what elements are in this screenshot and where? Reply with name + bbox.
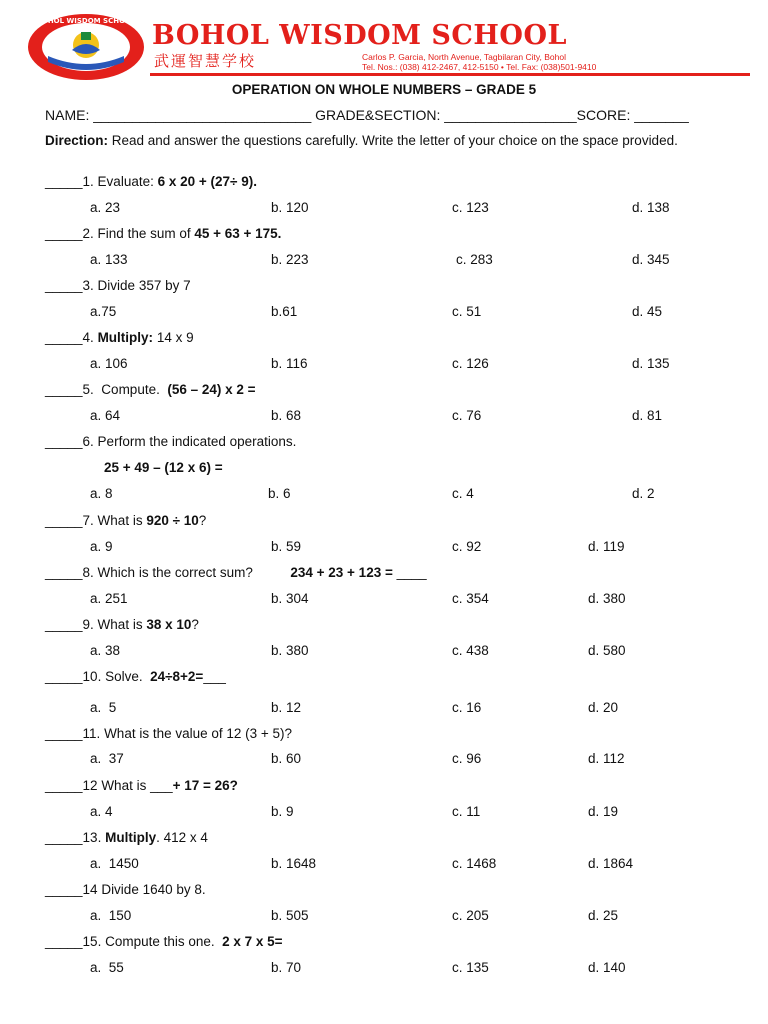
question-expression: Multiply xyxy=(105,830,157,845)
answer-blank[interactable]: _____ xyxy=(45,226,83,241)
choice-d: d. 112 xyxy=(588,751,625,766)
choice-a: a. 5 xyxy=(90,700,117,715)
question-15 xyxy=(45,934,283,949)
choice-b: b. 59 xyxy=(271,539,302,554)
choice-b: b. 120 xyxy=(271,200,309,215)
answer-blank[interactable]: _____ xyxy=(45,617,83,632)
score-label: SCORE: xyxy=(576,107,631,123)
question-4 xyxy=(45,330,194,345)
question-expression: 38 x 10 xyxy=(146,617,192,632)
question-text: 6. Perform the indicated operations. xyxy=(82,434,297,449)
choice-c: c. 96 xyxy=(452,751,482,766)
question-2 xyxy=(45,226,281,241)
choice-a: a. 150 xyxy=(90,908,132,923)
question-expression: + 17 = 26? xyxy=(172,778,238,793)
choice-a: a. 37 xyxy=(90,751,124,766)
question-text: 8. Which is the correct sum? xyxy=(82,565,291,580)
choice-d: d. 45 xyxy=(632,304,663,319)
question-8 xyxy=(45,565,427,580)
choice-c: c. 76 xyxy=(452,408,482,423)
question-text: 13. xyxy=(82,830,106,845)
school-chinese-name: 武運智慧学校 xyxy=(154,52,257,70)
school-name: BOHOL WISDOM SCHOOL xyxy=(152,20,567,51)
score-blank[interactable]: _______ xyxy=(634,107,689,123)
answer-blank[interactable]: _____ xyxy=(45,726,83,741)
choice-d: d. 81 xyxy=(632,408,663,423)
choice-c: c. 205 xyxy=(452,908,489,923)
question-text: 11. What is the value of 12 (3 + 5)? xyxy=(82,726,293,741)
question-suffix: ___ xyxy=(203,669,226,684)
question-text: 4. xyxy=(82,330,98,345)
choice-a: a. 106 xyxy=(90,356,128,371)
question-expression: 24÷8+2= xyxy=(150,669,204,684)
answer-blank[interactable]: _____ xyxy=(45,278,83,293)
choice-a: a. 8 xyxy=(90,486,113,501)
direction-body: Read and answer the questions carefully. Write the letter of your choice on the space provided. xyxy=(108,133,678,148)
direction-label: Direction: xyxy=(45,133,109,148)
question-text: 14 Divide 1640 by 8. xyxy=(82,882,206,897)
answer-blank[interactable]: _____ xyxy=(45,669,83,684)
choice-c: c. 16 xyxy=(452,700,482,715)
question-suffix: ____ xyxy=(392,565,427,580)
question-expression: (56 – 24) x 2 = xyxy=(167,382,256,397)
answer-blank[interactable]: _____ xyxy=(45,934,83,949)
choice-d: d. 19 xyxy=(588,804,619,819)
choice-d: d. 140 xyxy=(588,960,626,975)
choice-b: b. 70 xyxy=(271,960,302,975)
header-divider xyxy=(150,73,750,76)
question-6 xyxy=(45,434,296,449)
choice-b: b. 304 xyxy=(271,591,309,606)
question-12 xyxy=(45,778,238,793)
question-text: 9. What is xyxy=(82,617,147,632)
question-text: 3. Divide 357 by 7 xyxy=(82,278,191,293)
answer-blank[interactable]: _____ xyxy=(45,174,83,189)
choice-c: c. 123 xyxy=(452,200,489,215)
question-text: 10. Solve. xyxy=(82,669,151,684)
choice-b: b. 68 xyxy=(271,408,302,423)
question-7 xyxy=(45,513,206,528)
svg-text:BOHOL WISDOM SCHOOL: BOHOL WISDOM SCHOOL xyxy=(36,17,136,25)
question-suffix: ? xyxy=(191,617,199,632)
answer-blank[interactable]: _____ xyxy=(45,830,83,845)
answer-blank[interactable]: _____ xyxy=(45,565,83,580)
question-text: 15. Compute this one. xyxy=(82,934,223,949)
question-text: 7. What is xyxy=(82,513,147,528)
choice-c: c. 51 xyxy=(452,304,482,319)
choice-d: d. 345 xyxy=(632,252,670,267)
question-suffix: . 412 x 4 xyxy=(156,830,208,845)
choice-b: b. 1648 xyxy=(271,856,317,871)
choice-a: a. 133 xyxy=(90,252,128,267)
question-10 xyxy=(45,669,226,684)
choice-c: c. 126 xyxy=(452,356,489,371)
choice-c: c. 354 xyxy=(452,591,489,606)
choice-d: d. 580 xyxy=(588,643,626,658)
choice-b: b. 505 xyxy=(271,908,309,923)
student-info-line xyxy=(45,107,689,123)
question-expression: 6 x 20 + (27÷ 9). xyxy=(157,174,257,189)
choice-d: d. 138 xyxy=(632,200,670,215)
name-label: NAME: xyxy=(45,107,90,123)
choice-d: d. 1864 xyxy=(588,856,634,871)
question-suffix: ? xyxy=(198,513,207,528)
grade-section-label: GRADE&SECTION: xyxy=(315,107,441,123)
direction-text xyxy=(45,132,735,149)
choice-c: c. 11 xyxy=(452,804,481,819)
choice-a: a. 64 xyxy=(90,408,121,423)
choice-b: b. 6 xyxy=(268,486,291,501)
school-address: Carlos P. Garcia, North Avenue, Tagbilaran City, Bohol xyxy=(362,52,566,62)
choice-d: d. 135 xyxy=(632,356,670,371)
question-suffix: 14 x 9 xyxy=(153,330,194,345)
school-header xyxy=(0,0,768,80)
question-expression: Multiply: xyxy=(97,330,154,345)
choice-b: b. 12 xyxy=(271,700,302,715)
choice-a: a. 1450 xyxy=(90,856,139,871)
choice-c: c. 283 xyxy=(456,252,493,267)
school-telephone: Tel. Nos.: (038) 412-2467, 412-5150 • Tel. Fax: (038)501-9410 xyxy=(362,62,597,72)
choice-d: d. 25 xyxy=(588,908,619,923)
answer-blank[interactable]: _____ xyxy=(45,330,83,345)
school-seal-logo xyxy=(26,12,146,82)
question-text: 5. Compute. xyxy=(82,382,168,397)
choice-b: b. 223 xyxy=(271,252,309,267)
choice-c: c. 135 xyxy=(452,960,489,975)
choice-d: d. 119 xyxy=(588,539,625,554)
choice-d: d. 380 xyxy=(588,591,626,606)
question-expression: 920 ÷ 10 xyxy=(146,513,199,528)
question-text: 1. Evaluate: xyxy=(82,174,158,189)
choice-a: a.75 xyxy=(90,304,117,319)
question-expression: 45 + 63 + 175. xyxy=(194,226,282,241)
choice-c: c. 4 xyxy=(452,486,474,501)
choice-c: c. 1468 xyxy=(452,856,497,871)
answer-blank[interactable]: _____ xyxy=(45,778,83,793)
choice-b: b. 116 xyxy=(271,356,308,371)
choice-c: c. 438 xyxy=(452,643,489,658)
question-expression: 2 x 7 x 5= xyxy=(222,934,283,949)
choice-a: a. 55 xyxy=(90,960,124,975)
question-11 xyxy=(45,726,292,741)
choice-a: a. 251 xyxy=(90,591,128,606)
question-text: 12 What is ___ xyxy=(82,778,173,793)
question-text: 2. Find the sum of xyxy=(82,226,195,241)
choice-b: b. 9 xyxy=(271,804,294,819)
choice-a: a. 38 xyxy=(90,643,121,658)
choice-d: d. 20 xyxy=(588,700,619,715)
question-1 xyxy=(45,174,257,189)
choice-a: a. 9 xyxy=(90,539,113,554)
choice-b: b.61 xyxy=(271,304,298,319)
choice-d: d. 2 xyxy=(632,486,655,501)
choice-c: c. 92 xyxy=(452,539,482,554)
choice-a: a. 4 xyxy=(90,804,113,819)
answer-blank[interactable]: _____ xyxy=(45,434,83,449)
choice-a: a. 23 xyxy=(90,200,121,215)
answer-blank[interactable]: _____ xyxy=(45,882,83,897)
choice-b: b. 60 xyxy=(271,751,302,766)
answer-blank[interactable]: _____ xyxy=(45,513,83,528)
name-blank[interactable]: ____________________________ xyxy=(93,107,312,123)
question-5 xyxy=(45,382,256,397)
question-13 xyxy=(45,830,208,845)
question-3 xyxy=(45,278,191,293)
question-9 xyxy=(45,617,199,632)
answer-blank[interactable]: _____ xyxy=(45,382,83,397)
question-expression: 234 + 23 + 123 = xyxy=(290,565,393,580)
grade-section-blank[interactable]: _________________ xyxy=(444,107,577,123)
question-14 xyxy=(45,882,206,897)
page-title: OPERATION ON WHOLE NUMBERS – GRADE 5 xyxy=(231,82,537,97)
question-expression: 25 + 49 – (12 x 6) = xyxy=(104,460,223,475)
choice-b: b. 380 xyxy=(271,643,309,658)
